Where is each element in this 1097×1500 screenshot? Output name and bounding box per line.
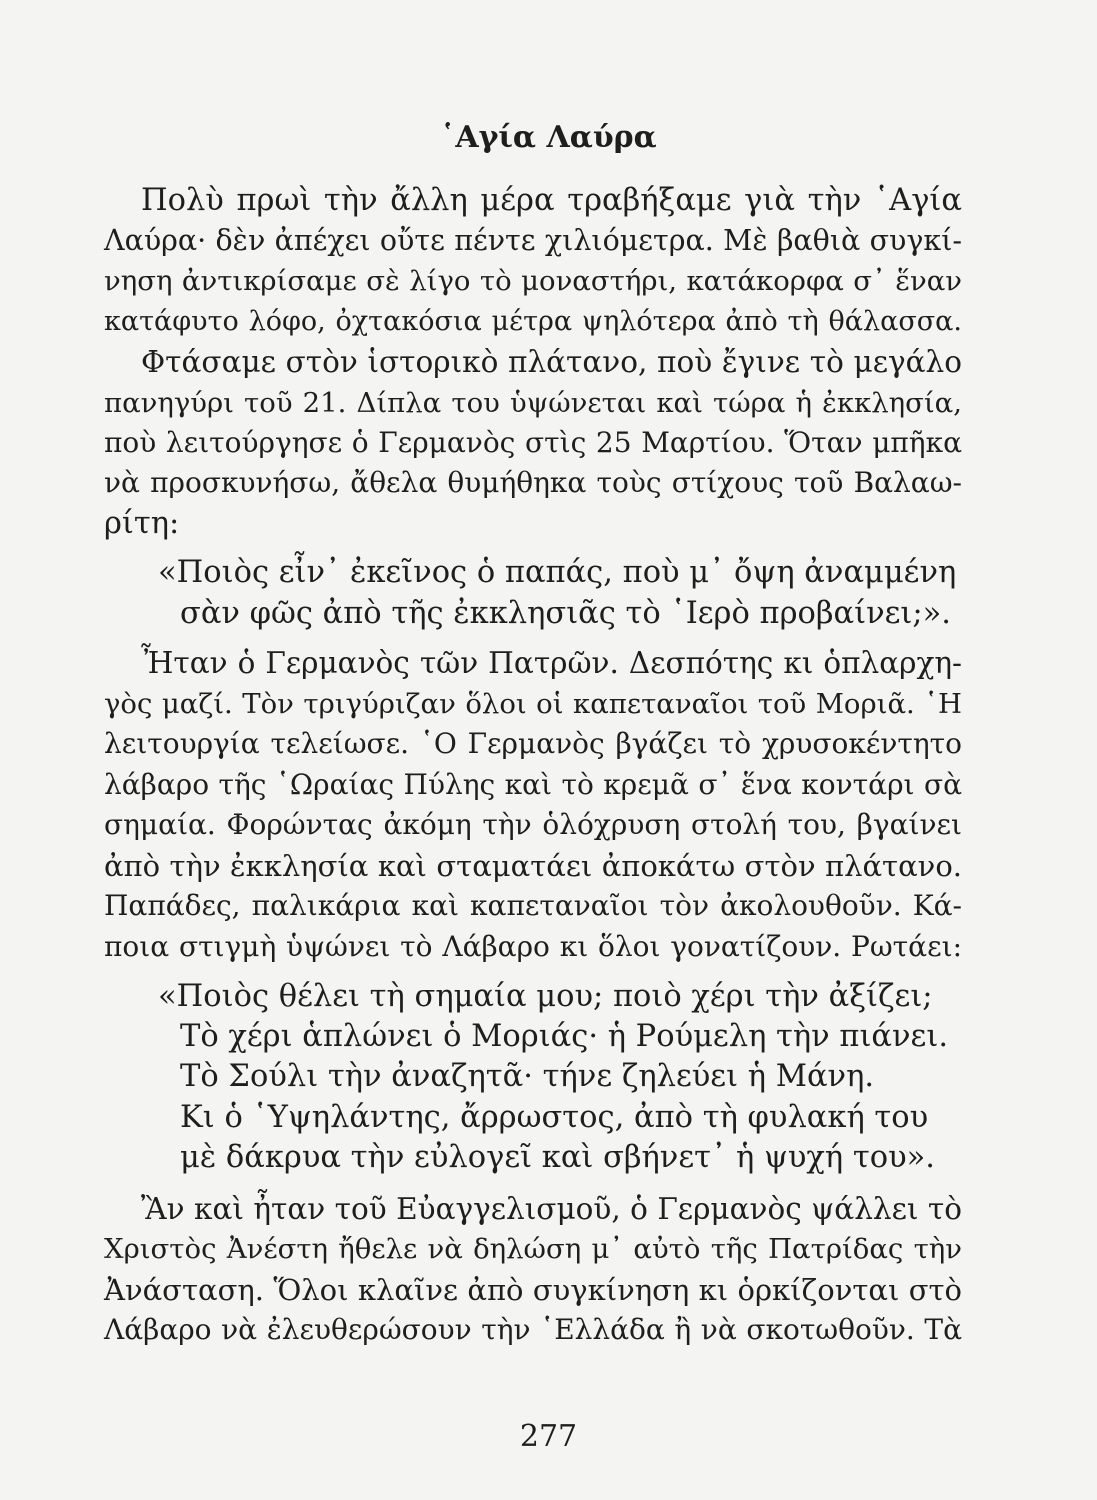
text-line: σημαία. Φορώντας ἀκόμη τὴν ὁλόχρυση στολή του, βγαίνει <box>104 808 962 841</box>
text-line: λάβαρο τῆς ῾Ωραίας Πύλης καὶ τὸ κρεμᾶ σ᾿ ἕνα κοντάρι σὰ <box>104 768 962 801</box>
page-number: 277 <box>519 1419 578 1454</box>
text-line: Ἦταν ὁ Γερμανὸς τῶν Πατρῶν. Δεσπότης κι ὁπλαρχη- <box>141 646 962 680</box>
verse-line: Τὸ Σούλι τὴν ἀναζητᾶ· τήνε ζηλεύει ἡ Μάνη. <box>180 1059 875 1094</box>
text-line: πανηγύρι τοῦ 21. Δίπλα του ὑψώνεται καὶ τώρα ἡ ἐκκλησία, <box>104 387 962 419</box>
verse-line: «Ποιὸς εἶν᾿ ἐκεῖνος ὁ παπάς, ποὺ μ᾿ ὄψη ἀναμμένη <box>158 555 957 590</box>
text-line: λειτουργία τελείωσε. ῾Ο Γερμανὸς βγάζει τὸ χρυσοκέντητο <box>104 727 962 760</box>
section-heading: ῾Αγία Λαύρα <box>440 120 657 155</box>
text-line: Ἂν καὶ ἦταν τοῦ Εὐαγγελισμοῦ, ὁ Γερμανὸς ψάλλει τὸ <box>141 1192 962 1226</box>
text-line: ποια στιγμὴ ὑψώνει τὸ Λάβαρο κι ὅλοι γονατίζουν. Ρωτάει: <box>104 930 962 963</box>
verse-line: μὲ δάκρυα τὴν εὐλογεῖ καὶ σβήνετ᾿ ἡ ψυχή του». <box>180 1140 935 1175</box>
text-line: Λαύρα· δὲν ἀπέχει οὔτε πέντε χιλιόμετρα. Μὲ βαθιὰ συγκί- <box>104 224 962 257</box>
text-line: ποὺ λειτούργησε ὁ Γερμανὸς στὶς 25 Μαρτίου. Ὅταν μπῆκα <box>104 426 962 459</box>
text-line: Χριστὸς Ἀνέστη ἤθελε νὰ δηλώση μ᾿ αὐτὸ τῆς Πατρίδας τὴν <box>104 1233 962 1265</box>
text-line: Φτάσαμε στὸν ἱστορικὸ πλάτανο, ποὺ ἔγινε τὸ μεγάλο <box>141 345 962 379</box>
verse-line: σὰν φῶς ἀπὸ τῆς ἐκκλησιᾶς τὸ ῾Ιερὸ προβαίνει;». <box>180 596 952 631</box>
text-line: κατάφυτο λόφο, ὀχτακόσια μέτρα ψηλότερα ἀπὸ τὴ θάλασσα. <box>104 306 962 337</box>
verse-line: «Ποιὸς θέλει τὴ σημαία μου; ποιὸ χέρι τὴν ἀξίζει; <box>158 979 933 1014</box>
verse-line: Κι ὁ ῾Υψηλάντης, ἄρρωστος, ἀπὸ τὴ φυλακή του <box>180 1100 929 1135</box>
text-line: Λάβαρο νὰ ἐλευθερώσουν τὴν ῾Ελλάδα ἢ νὰ σκοτωθοῦν. Τὰ <box>104 1313 962 1346</box>
text-line: Ἀνάσταση. Ὅλοι κλαῖνε ἀπὸ συγκίνηση κι ὁρκίζονται στὸ <box>104 1273 962 1307</box>
text-line: γὸς μαζί. Τὸν τριγύριζαν ὅλοι οἱ καπεταναῖοι τοῦ Μοριᾶ. ῾Η <box>104 688 962 720</box>
text-line: Πολὺ πρωὶ τὴν ἄλλη μέρα τραβήξαμε γιὰ τὴν ῾Αγία <box>141 183 962 218</box>
text-line: νὰ προσκυνήσω, ἄθελα θυμήθηκα τοὺς στίχους τοῦ Βαλαω- <box>104 466 962 499</box>
text-line: Παπάδες, παλικάρια καὶ καπεταναῖοι τὸν ἀκολουθοῦν. Κά- <box>104 889 962 922</box>
text-line: ἀπὸ τὴν ἐκκλησία καὶ σταματάει ἀποκάτω στὸν πλάτανο. <box>104 849 962 883</box>
verse-line: Τὸ χέρι ἁπλώνει ὁ Μοριάς· ἡ Ρούμελη τὴν πιάνει. <box>180 1019 949 1054</box>
text-line: ρίτη: <box>104 506 180 541</box>
text-line: νηση ἀντικρίσαμε σὲ λίγο τὸ μοναστήρι, κατάκορφα σ᾿ ἕναν <box>104 265 962 297</box>
